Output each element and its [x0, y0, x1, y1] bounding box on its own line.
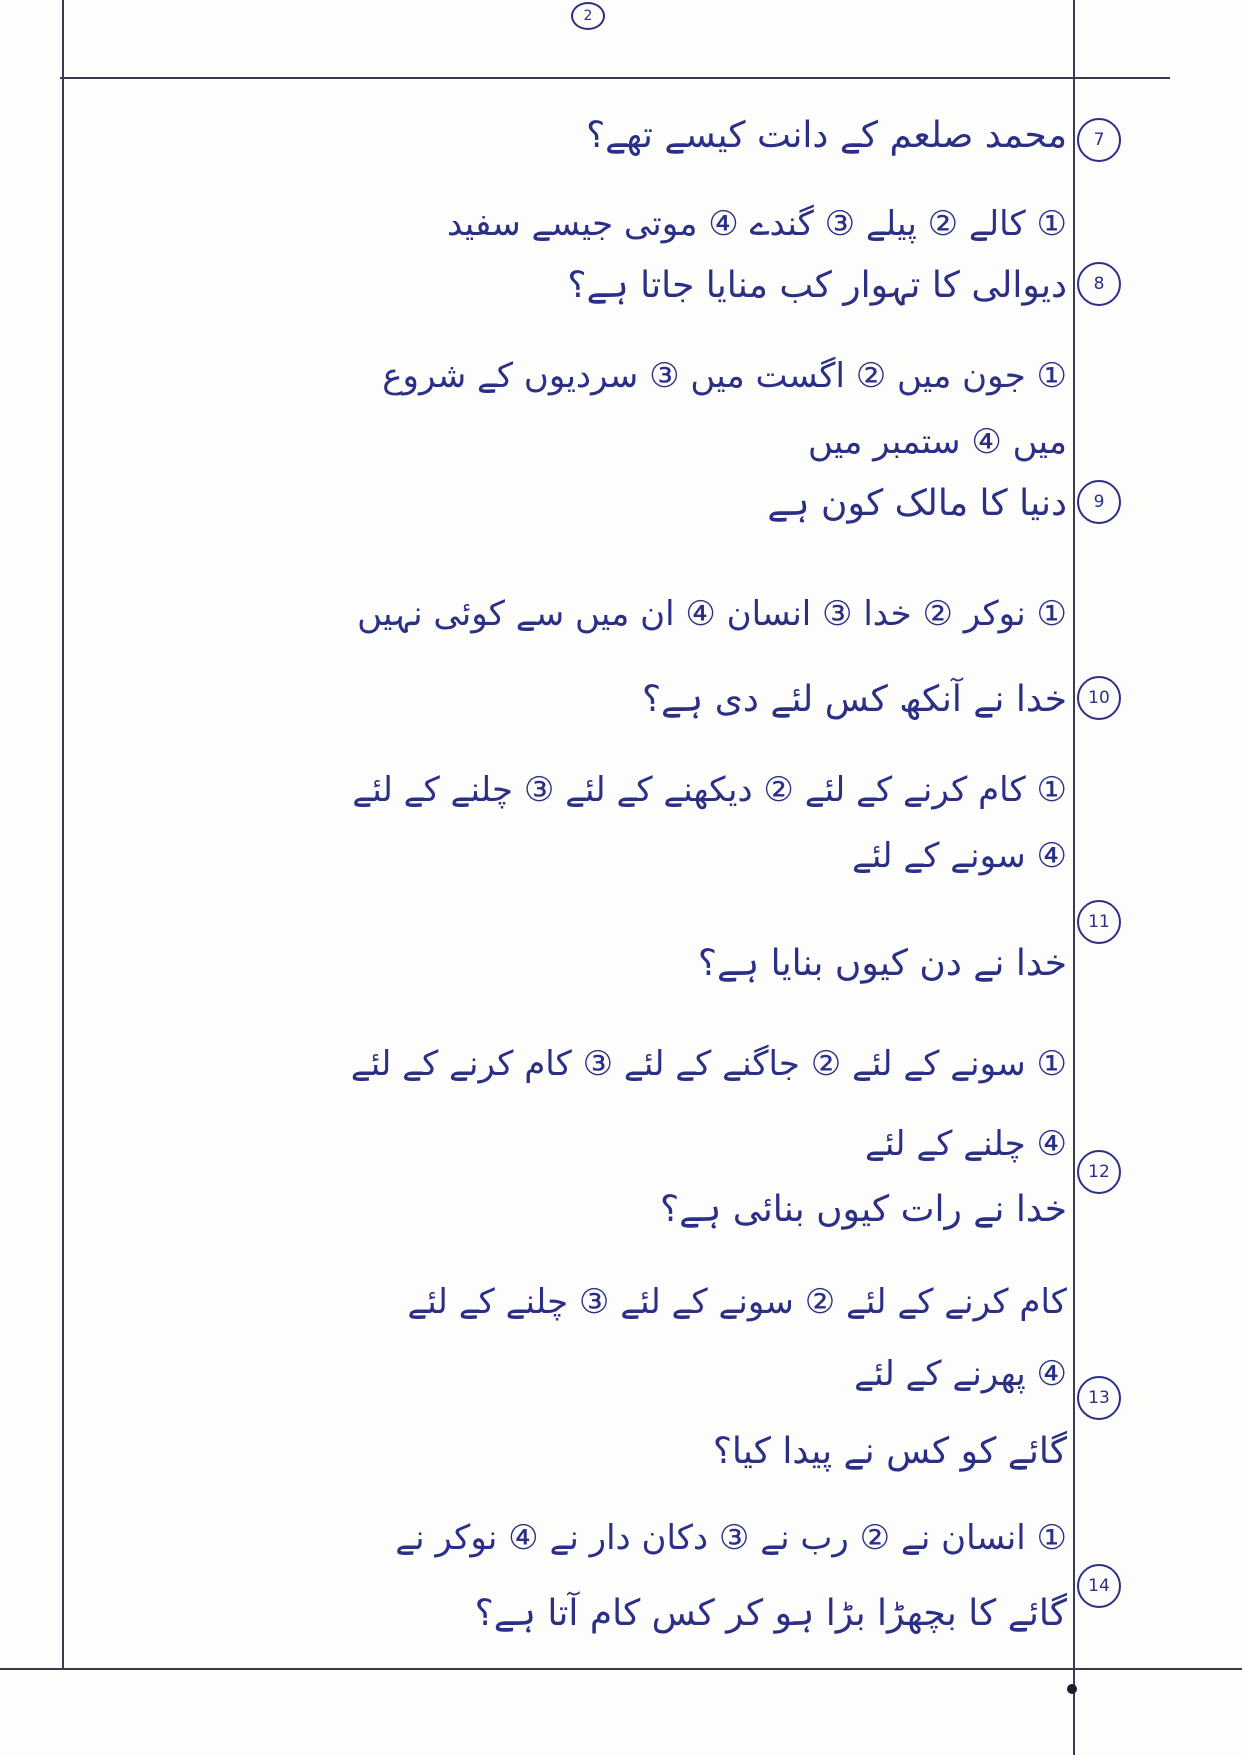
- question-number: 12: [1077, 1150, 1121, 1194]
- question-text: دیوالی کا تہوار کب منایا جاتا ہے؟: [567, 265, 1067, 306]
- answer-options: ① کام کرنے کے لئے ② دیکھنے کے لئے ③ چلنے کے لئے: [352, 770, 1067, 810]
- question-text: محمد صلعم کے دانت کیسے تھے؟: [586, 115, 1067, 156]
- answer-options: ① کالے ② پیلے ③ گندے ④ موتی جیسے سفید: [446, 204, 1067, 244]
- question-text: گائے کا بچھڑا بڑا ہو کر کس کام آتا ہے؟: [474, 1593, 1067, 1634]
- answer-options: میں ④ ستمبر میں: [807, 422, 1067, 462]
- answer-options: ① نوکر ② خدا ③ انسان ④ ان میں سے کوئی نہیں: [357, 594, 1067, 634]
- question-text: خدا نے آنکھ کس لئے دی ہے؟: [641, 679, 1067, 720]
- question-text: خدا نے دن کیوں بنایا ہے؟: [697, 943, 1067, 984]
- question-number: 9: [1077, 480, 1121, 524]
- answer-options: ④ سونے کے لئے: [852, 836, 1067, 876]
- answer-options: ① انسان نے ② رب نے ③ دکان دار نے ④ نوکر نے: [395, 1518, 1067, 1558]
- question-text: گائے کو کس نے پیدا کیا؟: [712, 1431, 1067, 1472]
- question-text: دنیا کا مالک کون ہے: [767, 483, 1067, 524]
- ink-dot: [1067, 1684, 1077, 1694]
- question-number: 10: [1077, 676, 1121, 720]
- answer-options: ① جون میں ② اگست میں ③ سردیوں کے شروع: [382, 356, 1067, 396]
- top-margin-line: [60, 77, 1170, 79]
- question-number: 7: [1077, 118, 1121, 162]
- left-margin-line: [62, 0, 64, 1668]
- question-number: 13: [1077, 1376, 1121, 1420]
- answer-options: ④ چلنے کے لئے: [864, 1124, 1067, 1164]
- page-number: 2: [571, 2, 605, 30]
- bottom-margin-line: [0, 1668, 1242, 1670]
- answer-options: ④ پھرنے کے لئے: [854, 1354, 1067, 1394]
- question-number: 14: [1077, 1564, 1121, 1608]
- question-number: 8: [1077, 262, 1121, 306]
- question-text: خدا نے رات کیوں بنائی ہے؟: [660, 1189, 1067, 1230]
- answer-options: ① سونے کے لئے ② جاگنے کے لئے ③ کام کرنے کے لئے: [350, 1044, 1067, 1084]
- answer-options: کام کرنے کے لئے ② سونے کے لئے ③ چلنے کے لئے: [407, 1282, 1067, 1322]
- right-margin-line: [1073, 0, 1075, 1755]
- question-number: 11: [1077, 900, 1121, 944]
